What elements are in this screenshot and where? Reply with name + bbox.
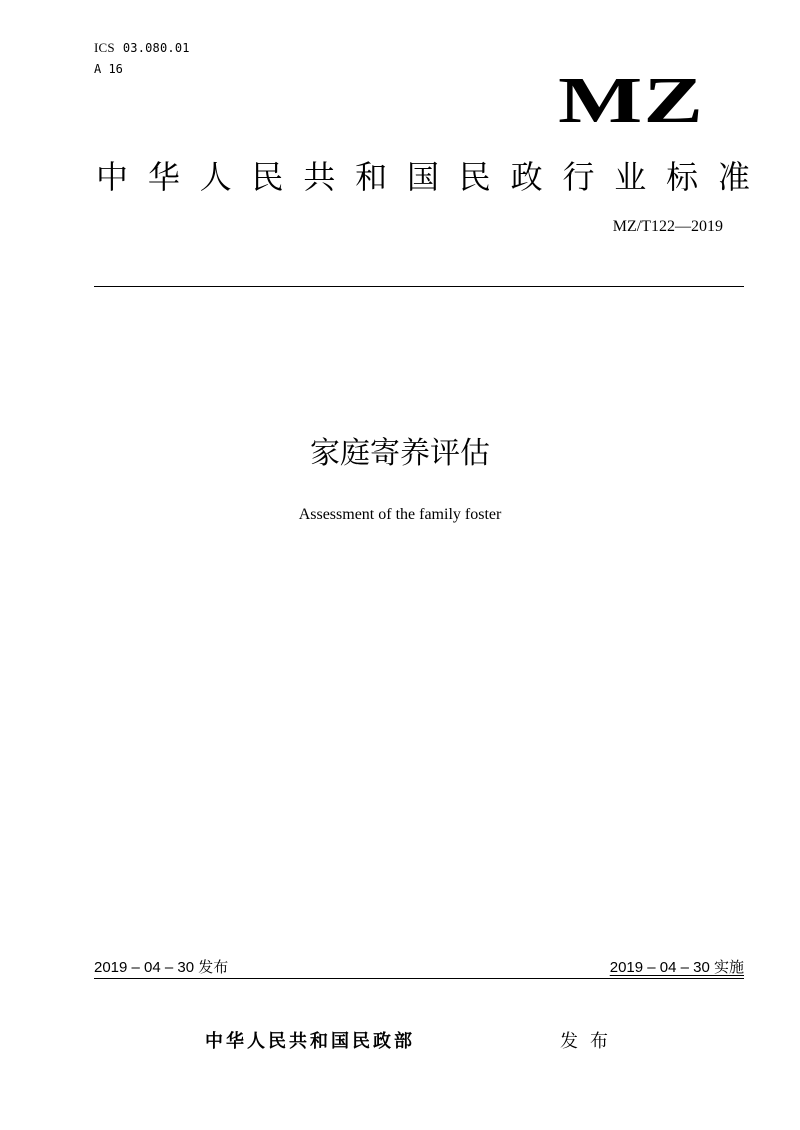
standard-type-char: 华 (147, 158, 180, 196)
ics-code-line (94, 40, 190, 56)
issue-label: 发布 (560, 1031, 620, 1052)
standard-type-char: 政 (510, 158, 543, 196)
ics-label: ICS (94, 40, 115, 55)
issuing-authority: 中华人民共和国民政部 (205, 1031, 415, 1052)
document-title-english: Assessment of the family foster (298, 506, 502, 523)
mz-logo: MZ (557, 64, 704, 137)
footer-divider (94, 978, 744, 979)
standard-type-char: 民 (458, 158, 491, 196)
standard-type-char: 行 (562, 158, 595, 196)
ics-code: 03.080.01 (122, 41, 190, 55)
implement-date: 2019 – 04 – 30 实施 (609, 959, 744, 976)
header-divider (94, 286, 744, 287)
standard-type-char: 准 (717, 158, 750, 196)
standard-type-char: 和 (355, 158, 388, 196)
standard-type-char: 中 (96, 158, 129, 196)
standard-type-char: 人 (199, 158, 232, 196)
standard-type-char: 国 (406, 158, 439, 196)
standard-type-char: 标 (666, 158, 699, 196)
classification-code: A 16 (94, 62, 123, 76)
standard-type-char: 业 (614, 158, 647, 196)
standard-type-char: 民 (251, 158, 284, 196)
document-title-chinese: 家庭寄养评估 (310, 436, 490, 471)
standard-type-title (96, 155, 750, 199)
standard-type-char: 共 (303, 158, 336, 196)
publish-date: 2019 – 04 – 30 发布 (94, 959, 229, 976)
standard-code: MZ/T122—2019 (612, 218, 723, 235)
